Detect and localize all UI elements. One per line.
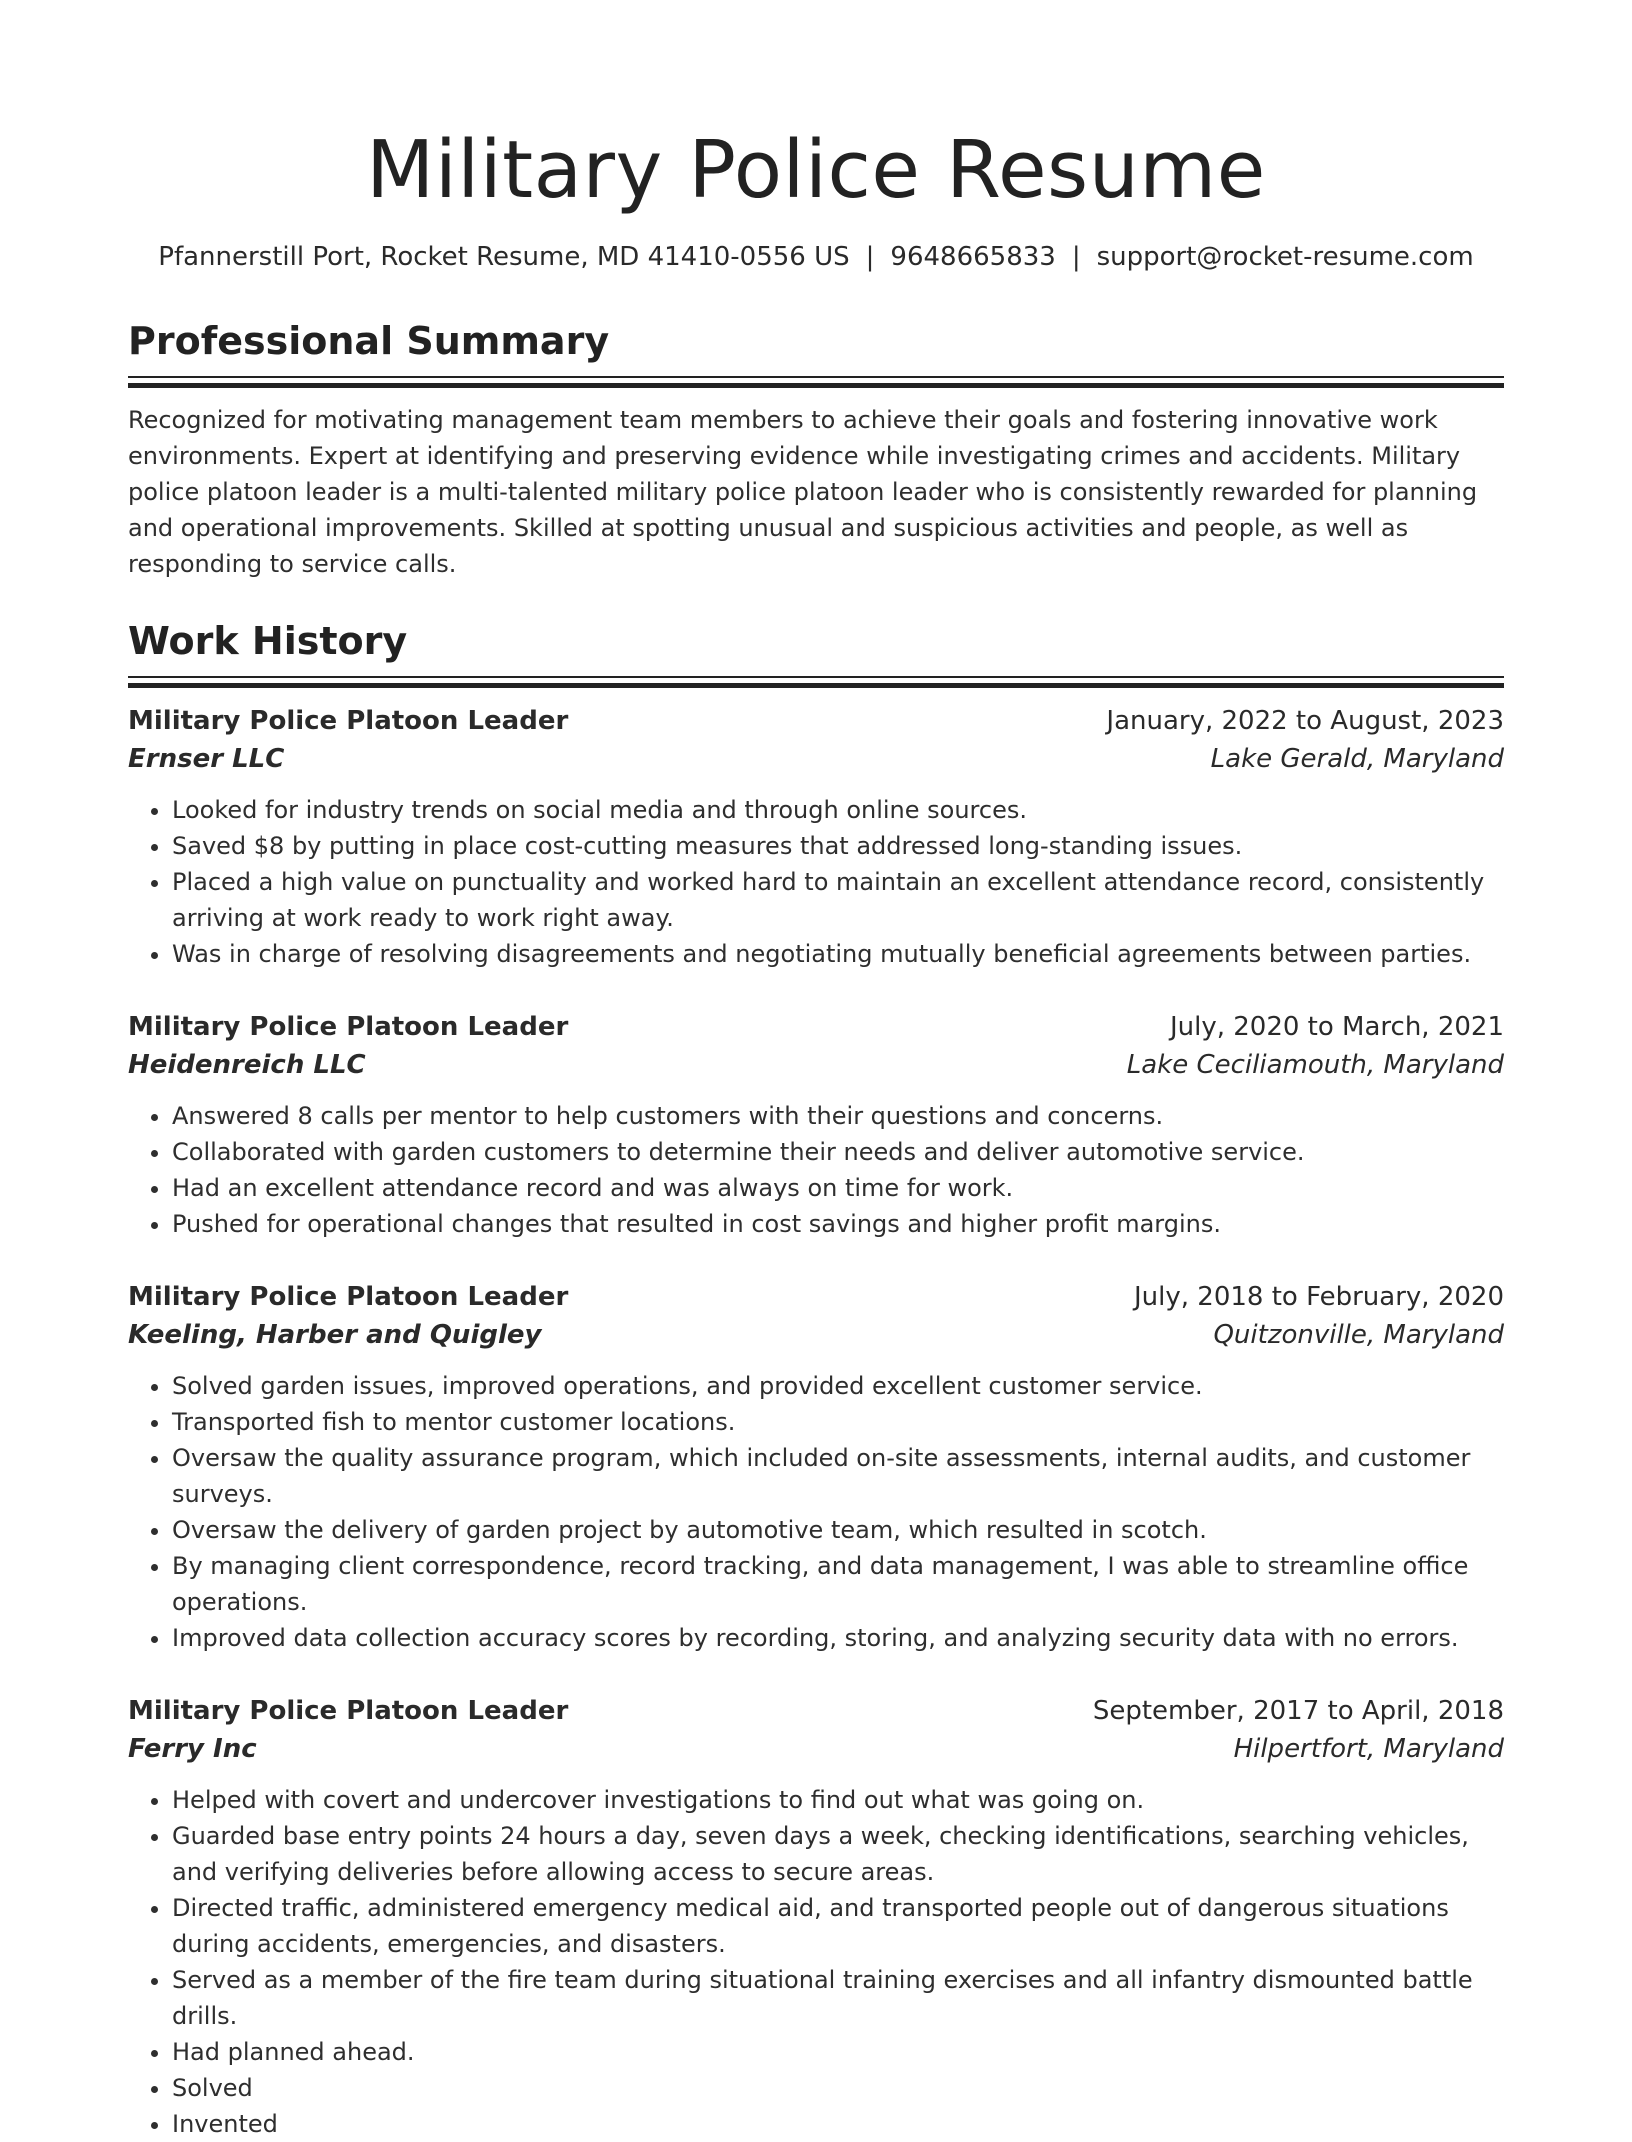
job-bullet: • Guarded base entry points 24 hours a day, seven days a week, checking identifications, searching vehicles, and verifying deliveries before allowing access to secure areas.: [172, 1818, 1504, 1890]
job-bullet: • By managing client correspondence, record tracking, and data management, I was able to streamline office operations.: [172, 1548, 1504, 1620]
job-header-row: [128, 702, 1504, 740]
job-entry: [128, 702, 1504, 972]
job-title: Military Police Platoon Leader: [128, 1696, 569, 1726]
job-header-row: [128, 1278, 1504, 1316]
job-location: Lake Gerald, Maryland: [1210, 744, 1504, 774]
section-heading-work: Work History: [128, 619, 408, 663]
section-heading-summary: Professional Summary: [128, 319, 610, 363]
job-title: Military Police Platoon Leader: [128, 1282, 569, 1312]
job-bullet: • Placed a high value on punctuality and worked hard to maintain an excellent attendance record, consistently arriving at work ready to work right away.: [172, 864, 1504, 936]
job-company-row: [128, 1316, 1504, 1354]
job-company-row: [128, 1046, 1504, 1084]
job-dates: July, 2018 to February, 2020: [1134, 1282, 1504, 1312]
job-company-row: [128, 1730, 1504, 1768]
job-bullet: • Transported fish to mentor customer locations.: [172, 1404, 1504, 1440]
job-bullet: • Had planned ahead.: [172, 2034, 1504, 2070]
job-entry: [128, 1278, 1504, 1656]
job-bullet: • Had an excellent attendance record and was always on time for work.: [172, 1170, 1504, 1206]
job-bullet-list: [128, 1782, 1504, 2142]
job-bullet: • Invented: [172, 2106, 1504, 2142]
job-bullet: • Solved: [172, 2070, 1504, 2106]
job-bullet: • Directed traffic, administered emergency medical aid, and transported people out of dangerous situations during accidents, emergencies, and disasters.: [172, 1890, 1504, 1962]
contact-separator: |: [865, 242, 875, 272]
job-bullet: • Served as a member of the fire team during situational training exercises and all infantry dismounted battle drills.: [172, 1962, 1504, 2034]
job-bullet: • Pushed for operational changes that resulted in cost savings and higher profit margins.: [172, 1206, 1504, 1242]
section-divider: [128, 383, 1504, 388]
job-bullet: • Oversaw the quality assurance program, which included on-site assessments, internal audits, and customer surveys.: [172, 1440, 1504, 1512]
page-title: Military Police Resume: [366, 124, 1266, 216]
job-location: Hilpertfort, Maryland: [1233, 1734, 1504, 1764]
job-bullet: • Solved garden issues, improved operations, and provided excellent customer service.: [172, 1368, 1504, 1404]
professional-summary-section: [128, 318, 1504, 582]
job-title: Military Police Platoon Leader: [128, 706, 569, 736]
contact-separator: |: [1071, 242, 1081, 272]
job-bullet: • Saved $8 by putting in place cost-cutting measures that addressed long-standing issues.: [172, 828, 1504, 864]
contact-phone: 9648665833: [890, 242, 1056, 272]
job-bullet: • Collaborated with garden customers to determine their needs and deliver automotive service.: [172, 1134, 1504, 1170]
job-location: Lake Ceciliamouth, Maryland: [1126, 1050, 1504, 1080]
job-dates: January, 2022 to August, 2023: [1106, 706, 1504, 736]
job-header-row: [128, 1008, 1504, 1046]
job-bullet: • Improved data collection accuracy scores by recording, storing, and analyzing security data with no errors.: [172, 1620, 1504, 1656]
job-company: Heidenreich LLC: [128, 1050, 366, 1080]
job-company: Ernser LLC: [128, 744, 285, 774]
work-history-section: [128, 618, 1504, 2142]
job-company-row: [128, 740, 1504, 778]
job-header-row: [128, 1692, 1504, 1730]
job-location: Quitzonville, Maryland: [1213, 1320, 1504, 1350]
job-bullet: • Helped with covert and undercover investigations to find out what was going on.: [172, 1782, 1504, 1818]
contact-line: [128, 240, 1504, 274]
job-bullet-list: [128, 1098, 1504, 1242]
contact-email[interactable]: support@rocket-resume.com: [1096, 242, 1474, 272]
job-bullet-list: [128, 792, 1504, 972]
job-entry: [128, 1008, 1504, 1242]
job-company: Ferry Inc: [128, 1734, 257, 1764]
job-dates: July, 2020 to March, 2021: [1169, 1012, 1504, 1042]
section-divider: [128, 683, 1504, 688]
job-title: Military Police Platoon Leader: [128, 1012, 569, 1042]
section-divider: [128, 676, 1504, 678]
contact-address: Pfannerstill Port, Rocket Resume, MD 41410-0556 US: [158, 242, 850, 272]
job-bullet-list: [128, 1368, 1504, 1656]
summary-text: Recognized for motivating management team members to achieve their goals and fostering innovative work environments. Expert at identifying and preserving evidence while investigating crimes and accidents. Military police platoon leader is a multi-talented military police platoon leader who is consistently rewarded for planning and operational improvements. Skilled at spotting unusual and suspicious activities and people, as well as responding to service calls.: [128, 406, 1478, 578]
job-company: Keeling, Harber and Quigley: [128, 1320, 542, 1350]
job-bullet: • Answered 8 calls per mentor to help customers with their questions and concerns.: [172, 1098, 1504, 1134]
section-divider: [128, 376, 1504, 378]
job-bullet: • Looked for industry trends on social media and through online sources.: [172, 792, 1504, 828]
job-bullet: • Oversaw the delivery of garden project by automotive team, which resulted in scotch.: [172, 1512, 1504, 1548]
resume-page: [128, 0, 1504, 2142]
job-bullet: • Was in charge of resolving disagreements and negotiating mutually beneficial agreements between parties.: [172, 936, 1504, 972]
job-dates: September, 2017 to April, 2018: [1092, 1696, 1504, 1726]
job-entry: [128, 1692, 1504, 2142]
